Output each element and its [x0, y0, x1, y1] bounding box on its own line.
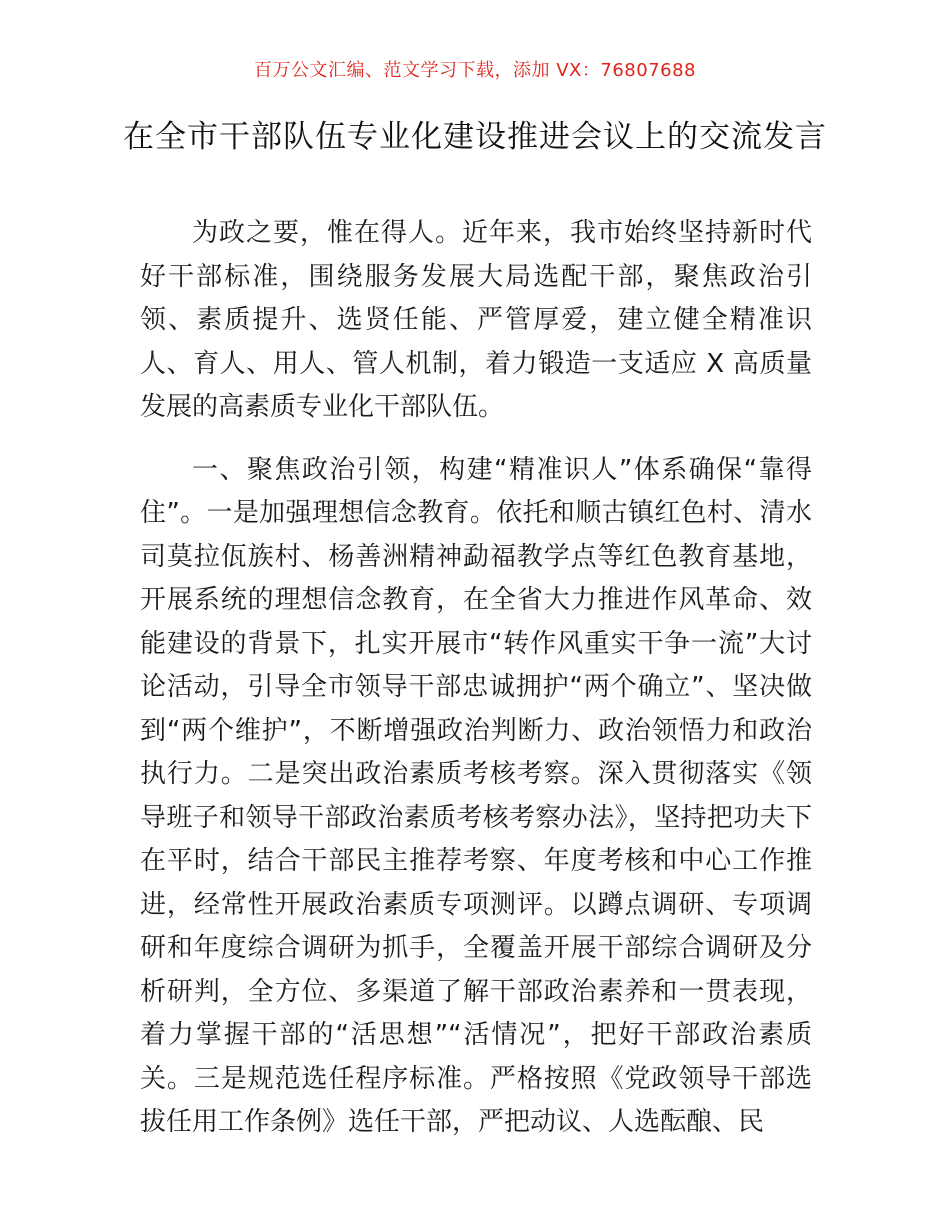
document-title: 在全市干部队伍专业化建设推进会议上的交流发言 — [123, 119, 827, 155]
header-watermark-note: 百万公文汇编、范文学习下载，添加 VX：76807688 — [254, 60, 696, 81]
document-body — [140, 212, 812, 1145]
paragraph-intro: 为政之要，惟在得人。近年来，我市始终坚持新时代好干部标准，围绕服务发展大局选配干部，聚焦政治引领、素质提升、选贤任能、严管厚爱，建立健全精准识人、育人、用人、管人机制，着力锻造一支适应 X 高质量发展的高素质专业化干部队伍。 — [140, 218, 812, 422]
paragraph-section-one: 一、聚焦政治引领，构建“精准识人”体系确保“靠得住”。一是加强理想信念教育。依托和顺古镇红色村、清水司莫拉佤族村、杨善洲精神勐福教学点等红色教育基地，开展系统的理想信念教育，在全省大力推进作风革命、效能建设的背景下，扎实开展市“转作风重实干争一流”大讨论活动，引导全市领导干部忠诚拥护“两个确立”、坚决做到“两个维护”，不断增强政治判断力、政治领悟力和政治执行力。二是突出政治素质考核考察。深入贯彻落实《领导班子和领导干部政治素质考核考察办法》，坚持把功夫下在平时，结合干部民主推荐考察、年度考核和中心工作推进，经常性开展政治素质专项测评。以蹲点调研、专项调研和年度综合调研为抓手，全覆盖开展干部综合调研及分析研判，全方位、多渠道了解干部政治素养和一贯表现，着力掌握干部的“活思想”“活情况”，把好干部政治素质关。三是规范选任程序标准。严格按照《党政领导干部选拔任用工作条例》选任干部，严把动议、人选酝酿、民 — [140, 454, 812, 1137]
